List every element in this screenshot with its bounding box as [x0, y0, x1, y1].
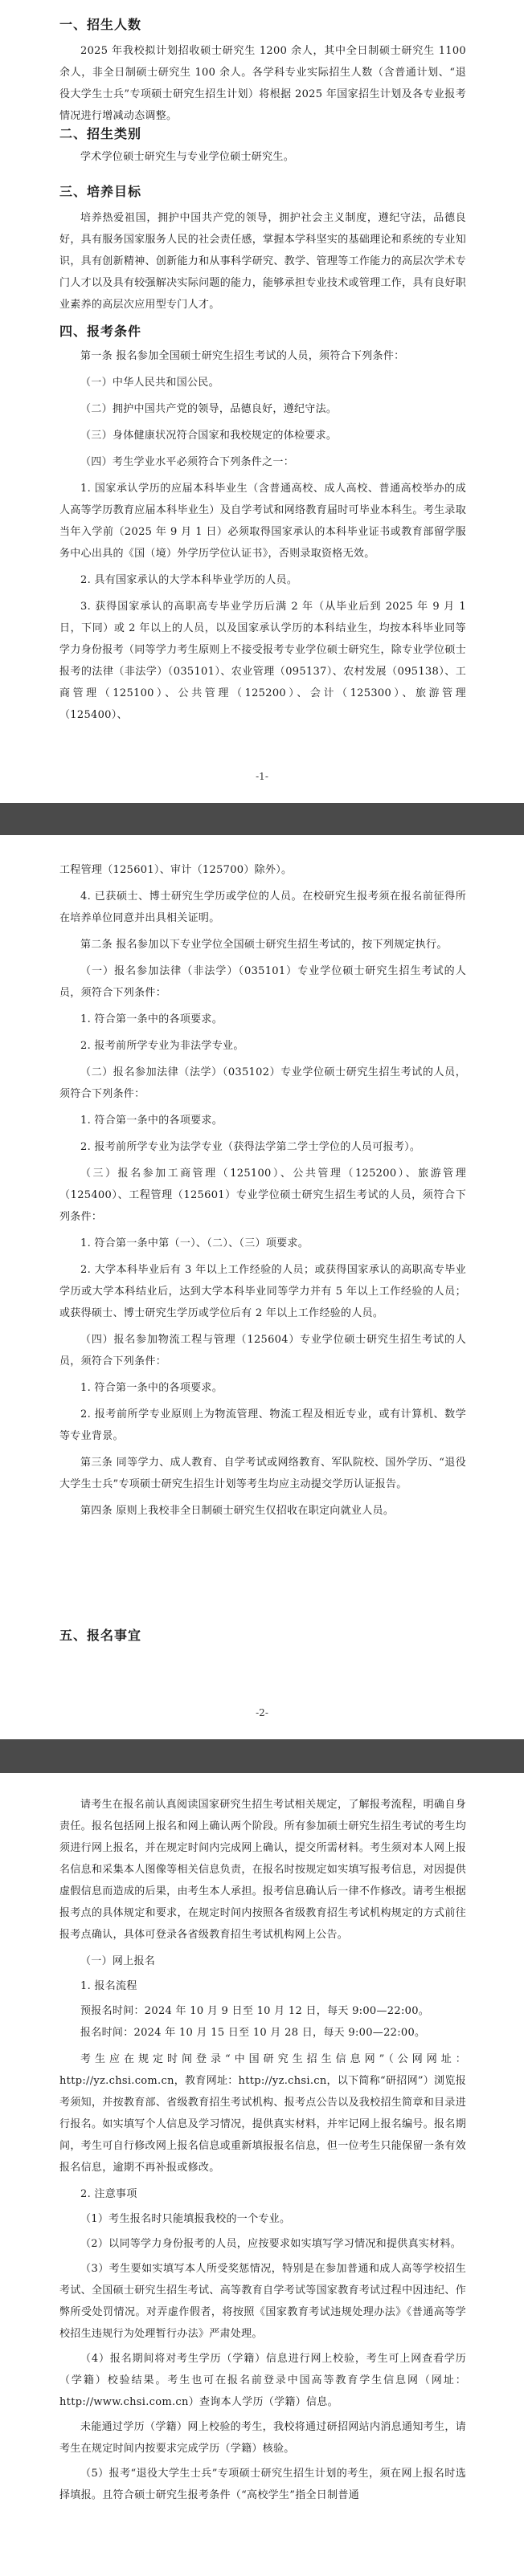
section4-heading: 四、报考条件 [59, 324, 142, 339]
continuation-text: 工程管理（125601）、审计（125700）除外）。 [59, 864, 293, 876]
online-registration-heading: （一）网上报名 [80, 1955, 156, 1967]
article-1-item: （二）拥护中国共产党的领导，品德良好，遵纪守法。 [80, 403, 338, 415]
article-4: 第四条 原则上我校非全日制硕士研究生仅招收在职定向就业人员。 [80, 1505, 395, 1517]
group-1-title: （一）报名参加法律（非法学）（035101）专业学位硕士研究生招生考试的人员，须符合下列条件： [59, 965, 466, 999]
section2-heading: 二、招生类别 [59, 126, 142, 141]
section3-paragraph: 培养热爱祖国，拥护中国共产党的领导，拥护社会主义制度，遵纪守法，品德良好，具有服务国家服务人民的社会责任感，掌握本学科坚实的基础理论和系统的专业知识，具有创新精神、创新能力和从事科学研究、教学、管理等工作能力的高层次学术专门人才以及具有较强解决实际问题的能力，能够承担专业技术或管理工作，具有良好职业素养的高层次应用型专门人才。 [59, 212, 466, 311]
section5-heading: 五、报名事宜 [59, 1628, 142, 1643]
note-item: 未能通过学历（学籍）网上校验的考生，我校将通过研招网站内消息通知考生，请考生在规定时间内按要求完成学历（学籍）核验。 [59, 2421, 466, 2455]
section1-heading: 一、招生人数 [59, 17, 142, 32]
article-1-item: （三）身体健康状况符合国家和我校规定的体检要求。 [80, 430, 338, 442]
group-1-item: 2. 报考前所学专业为非法学专业。 [80, 1040, 244, 1052]
article-3: 第三条 同等学力、成人教育、自学考试或网络教育、军队院校、国外学历、“退役大学生士兵”专项硕士研究生招生计划等考生均应主动提交学历认证报告。 [59, 1457, 466, 1490]
page-number: -2- [256, 1707, 268, 1718]
group-2-title: （二）报名参加法律（法学）（035102）专业学位硕士研究生招生考试的人员，须符合下列条件： [59, 1066, 466, 1100]
document-page-1 [0, 0, 524, 803]
group-4-item: 1. 符合第一条中的各项要求。 [80, 1382, 223, 1394]
group-2-item: 2. 报考前所学专业为法学专业（获得法学第二学士学位的人员可报考）。 [80, 1141, 421, 1153]
note-item: （3）考生要如实填写本人所受奖惩情况，特别是在参加普通和成人高等学校招生考试、全国硕士研究生招生考试、高等教育自学考试等国家教育考试过程中因违纪、作弊所受处罚情况。对弄虚作假者，将按照《国家教育考试违规处理办法》《普通高等学校招生违规行为处理暂行办法》严肃处理。 [59, 2263, 466, 2340]
group-3-item: 1. 符合第一条中第（一）、（二）、（三）项要求。 [80, 1237, 309, 1249]
notes-heading: 2. 注意事项 [80, 2188, 137, 2200]
section1-paragraph: 2025 年我校拟计划招收硕士研究生 1200 余人，其中全日制硕士研究生 1100 余人，非全日制硕士研究生 100 余人。各学科专业实际招生人数（含普通计划、“退役大学生士兵”专项硕士研究生招生计划）将根据 2025 年国家招生计划及各专业报考情况进行增减动态调整。 [59, 45, 466, 122]
page-number: -1- [256, 771, 268, 782]
article-1: 第一条 报名参加全国硕士研究生招生考试的人员，须符合下列条件： [80, 350, 405, 362]
article-2: 第二条 报名参加以下专业学位全国硕士研究生招生考试的，按下列规定执行。 [80, 939, 448, 951]
registration-time: 报名时间：2024 年 10 月 15 日至 10 月 28 日，每天 9:00—22:00。 [80, 2027, 426, 2039]
article-1-item: （四）考生学业水平必须符合下列条件之一： [80, 456, 295, 468]
group-4-item: 2. 报考前所学专业原则上为物流管理、物流工程及相近专业，或有计算机、数学等专业背景。 [59, 1408, 466, 1442]
condition-2: 2. 具有国家承认的大学本科毕业学历的人员。 [80, 574, 298, 586]
article-1-item: （一）中华人民共和国公民。 [80, 377, 219, 389]
group-4-title: （四）报名参加物流工程与管理（125604）专业学位硕士研究生招生考试的人员，须符合下列条件： [59, 1334, 466, 1367]
group-2-item: 1. 符合第一条中的各项要求。 [80, 1115, 223, 1127]
document-page-3 [0, 1773, 524, 2576]
note-item: （5）报考“退役大学生士兵”专项硕士研究生招生计划的考生，须在网上报名时选择填报。且符合硕士研究生报考条件（“高校学生”指全日制普通 [59, 2468, 466, 2501]
condition-1: 1. 国家承认学历的应届本科毕业生（含普通高校、成人高校、普通高校举办的成人高等学历教育应届本科毕业生）及自学考试和网络教育届时可毕业本科生。考生录取当年入学前（2025 年 9 月 1 日）必须取得国家承认的本科毕业证书或教育部留学服务中心出具的《国（境）外学历学位认证书》，否则录取资格无效。 [59, 483, 466, 560]
group-1-item: 1. 符合第一条中的各项要求。 [80, 1013, 223, 1025]
condition-3: 3. 获得国家承认的高职高专毕业学历后满 2 年（从毕业后到 2025 年 9 月 1 日，下同）或 2 年以上的人员，以及国家承认学历的本科结业生，均按本科毕业同等学力身份报考（同等学力考生原则上不接受报考专业学位硕士研究生，除专业学位硕士报考的法律（非法学）（035101）、农业管理（095137）、农村发展（095138）、工商管理（125100）、公共管理（125200）、会计（125300）、旅游管理（125400）、 [59, 601, 466, 721]
section2-paragraph: 学术学位硕士研究生与专业学位硕士研究生。 [80, 151, 295, 163]
pre-registration-time: 预报名时间：2024 年 10 月 9 日至 10 月 12 日，每天 9:00—22:00。 [80, 2005, 430, 2017]
note-item: （2）以同等学力身份报考的人员，应按要求如实填写学习情况和提供真实材料。 [80, 2238, 462, 2250]
group-3-title: （三）报名参加工商管理（125100）、公共管理（125200）、旅游管理（125400）、工程管理（125601）专业学位硕士研究生招生考试的人员，须符合下列条件： [59, 1168, 466, 1223]
registration-process-heading: 1. 报名流程 [80, 1980, 137, 1992]
note-item: （1）考生报名时只能填报我校的一个专业。 [80, 2213, 291, 2225]
website-info: 考生应在规定时间登录“中国研究生招生信息网”（公网网址：http://yz.chsi.com.cn，教育网址：http://yz.chsi.cn，以下简称“研招网”）浏览报考须知，并按教育部、省级教育招生考试机构、报考点公告以及我校招生简章和目录进行报名。如实填写个人信息及学习情况，提供真实材料，并牢记网上报名编号。报名期间，考生可自行修改网上报名信息或重新填报报名信息，但一位考生只能保留一条有效报名信息，逾期不再补报或修改。 [59, 2053, 467, 2174]
group-3-item: 2. 大学本科毕业后有 3 年以上工作经验的人员；或获得国家承认的高职高专毕业学历或大学本科结业后，达到大学本科毕业同等学力并有 5 年以上工作经验的人员；或获得硕士、博士研究生学历或学位后有 2 年以上工作经验的人员。 [59, 1264, 466, 1319]
condition-4: 4. 已获硕士、博士研究生学历或学位的人员。在校研究生报考须在报名前征得所在培养单位同意并出具相关证明。 [59, 891, 466, 924]
document-page-2 [0, 835, 524, 1739]
section3-heading: 三、培养目标 [59, 184, 142, 199]
note-item: （4）报名期间将对考生学历（学籍）信息进行网上校验，考生可上网查看学历（学籍）校验结果。考生也可在报名前登录中国高等教育学生信息网（网址：http://www.chsi.com.cn）查询本人学历（学籍）信息。 [59, 2353, 466, 2408]
registration-intro: 请考生在报名前认真阅读国家研究生招生考试相关规定，了解报考流程，明确自身责任。报名包括网上报名和网上确认两个阶段。所有参加硕士研究生招生考试的考生均须进行网上报名，并在规定时间内完成网上确认，提交所需材料。考生须对本人网上报名信息和采集本人图像等相关信息负责，在报名时按规定如实填写报考信息，对因提供虚假信息而造成的后果，由考生本人承担。报考信息确认后一律不作修改。请考生根据报考点的具体规定和要求，在规定时间内按照各省级教育招生考试机构规定的方式前往报考点确认，具体可登录各省级教育招生考试机构网上公告。 [59, 1799, 466, 1941]
